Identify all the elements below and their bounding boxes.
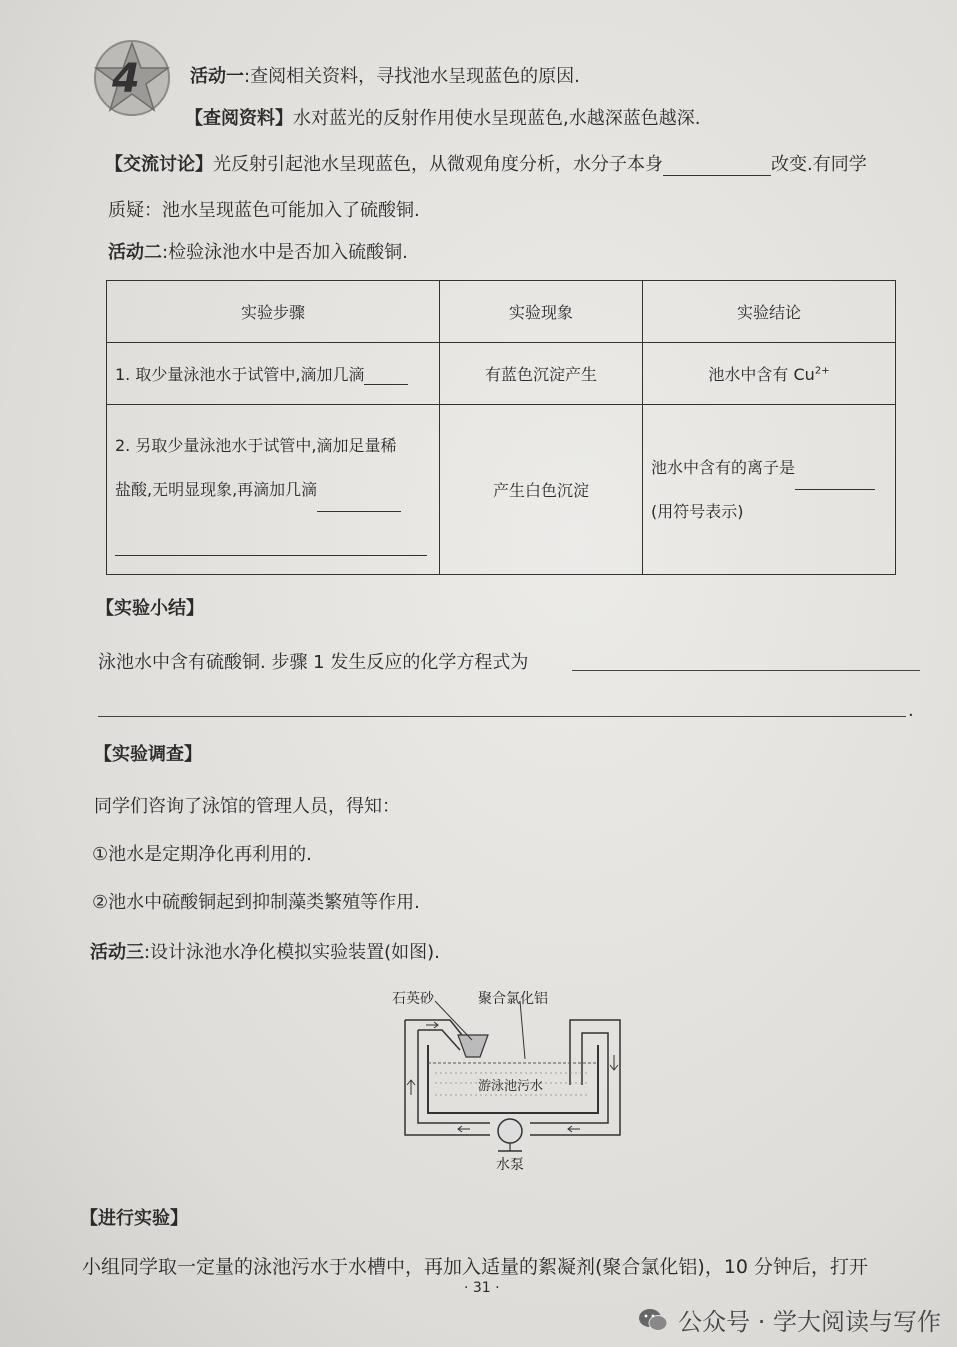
row1-conclusion <box>643 343 896 405</box>
row2-conclusion-b: (用符号表示) <box>651 501 744 521</box>
summary-blank-2[interactable] <box>98 716 906 717</box>
page-number: · 31 · <box>464 1280 500 1296</box>
flow-arrow-left-icon <box>458 1126 470 1132</box>
row2-step-b: 盐酸,无明显现象,再滴加几滴 <box>115 479 318 499</box>
label-quartz-sand: 石英砂 <box>392 991 434 1007</box>
pipe-right-outer <box>530 1020 620 1135</box>
activity3-title: 活动三 <box>90 942 144 963</box>
flow-arrow-down-icon <box>610 1055 618 1070</box>
survey-item-2: ②池水中硫酸铜起到抑制藻类繁殖等作用. <box>92 892 420 913</box>
header-step: 实验步骤 <box>107 281 440 343</box>
experiment-text: 小组同学取一定量的泳池污水于水槽中，再加入适量的絮凝剂(聚合氯化铝)，10 分钟后，打开 <box>82 1256 869 1278</box>
row1-blank[interactable] <box>364 384 408 385</box>
row2-blank-b[interactable] <box>115 555 427 556</box>
activity1-line <box>190 62 580 88</box>
pipe-right-inner <box>530 1033 608 1123</box>
activity1-text: :查阅相关资料，寻找池水呈现蓝色的原因. <box>244 66 580 87</box>
activity1-title: 活动一 <box>190 66 244 87</box>
row2-conclusion-a: 池水中含有的离子是 <box>651 457 796 477</box>
discussion-text-c: 质疑：池水呈现蓝色可能加入了硫酸铜. <box>108 200 420 221</box>
table-row <box>107 343 896 405</box>
pipe-top-left-inner <box>418 1030 460 1050</box>
survey-label: 【实验调查】 <box>94 744 202 765</box>
discussion-text-b: 改变.有同学 <box>771 154 867 175</box>
row1-phenomenon: 有蓝色沉淀产生 <box>440 343 643 405</box>
row1-superscript: 2+ <box>814 365 830 377</box>
activity2-line <box>108 238 408 264</box>
row2-phenomenon: 产生白色沉淀 <box>440 405 643 575</box>
survey-item-1: ①池水是定期净化再利用的. <box>92 844 312 865</box>
watermark-text: 公众号 · 学大阅读与写作 <box>678 1308 941 1336</box>
summary-text: 泳池水中含有硫酸铜. 步骤 1 发生反应的化学方程式为 <box>98 652 529 673</box>
discussion-text-a: 光反射引起池水呈现蓝色，从微观角度分析，水分子本身 <box>213 154 663 175</box>
flow-arrow-right-icon <box>426 1022 438 1028</box>
watermark <box>638 1302 941 1337</box>
header-conclusion: 实验结论 <box>643 281 896 343</box>
survey-intro: 同学们咨询了泳馆的管理人员，得知： <box>94 796 400 817</box>
badge-number: 4 <box>112 56 140 102</box>
row2-step <box>107 405 440 575</box>
wechat-icon <box>638 1307 668 1333</box>
flow-arrow-up-icon <box>407 1080 415 1095</box>
activity2-title: 活动二 <box>108 242 162 263</box>
row1-conclusion-text: 池水中含有 Cu <box>708 365 815 384</box>
experiment-label: 【进行实验】 <box>80 1208 188 1229</box>
header-phenomenon: 实验现象 <box>440 281 643 343</box>
discussion-blank[interactable] <box>663 175 771 176</box>
table-header-row <box>107 281 896 343</box>
pump-icon <box>498 1119 522 1143</box>
discussion-line <box>105 150 867 176</box>
activity3-line <box>90 938 440 964</box>
row2-step-a: 2. 另取少量泳池水于试管中,滴加足量稀 <box>115 435 397 455</box>
activity2-text: :检验泳池水中是否加入硫酸铜. <box>162 242 408 263</box>
row1-step-text: 1. 取少量泳池水于试管中,滴加几滴 <box>115 365 365 384</box>
pointer-pac <box>520 1001 525 1059</box>
activity3-text: :设计泳池水净化模拟实验装置(如图). <box>144 942 440 963</box>
label-pump: 水泵 <box>496 1157 524 1173</box>
table-row <box>107 405 896 575</box>
discussion-label: 【交流讨论】 <box>105 154 213 175</box>
summary-blank-1[interactable] <box>572 670 920 671</box>
summary-label: 【实验小结】 <box>96 598 204 619</box>
flow-arrow-left-icon <box>568 1126 580 1132</box>
lookup-line <box>185 104 700 130</box>
row2-conclusion <box>643 405 896 575</box>
lookup-label: 【查阅资料】 <box>185 108 293 129</box>
experiment-table <box>106 280 896 575</box>
label-pool-water: 游泳池污水 <box>478 1079 544 1094</box>
lookup-text: 水对蓝光的反射作用使水呈现蓝色,水越深蓝色越深. <box>293 108 701 129</box>
quartz-sand-filter <box>458 1035 488 1057</box>
row1-step <box>107 343 440 405</box>
label-pac: 聚合氯化铝 <box>478 991 548 1007</box>
row2-conclusion-blank[interactable] <box>795 489 875 490</box>
summary-end: . <box>908 700 914 721</box>
purification-apparatus-diagram <box>380 985 640 1175</box>
